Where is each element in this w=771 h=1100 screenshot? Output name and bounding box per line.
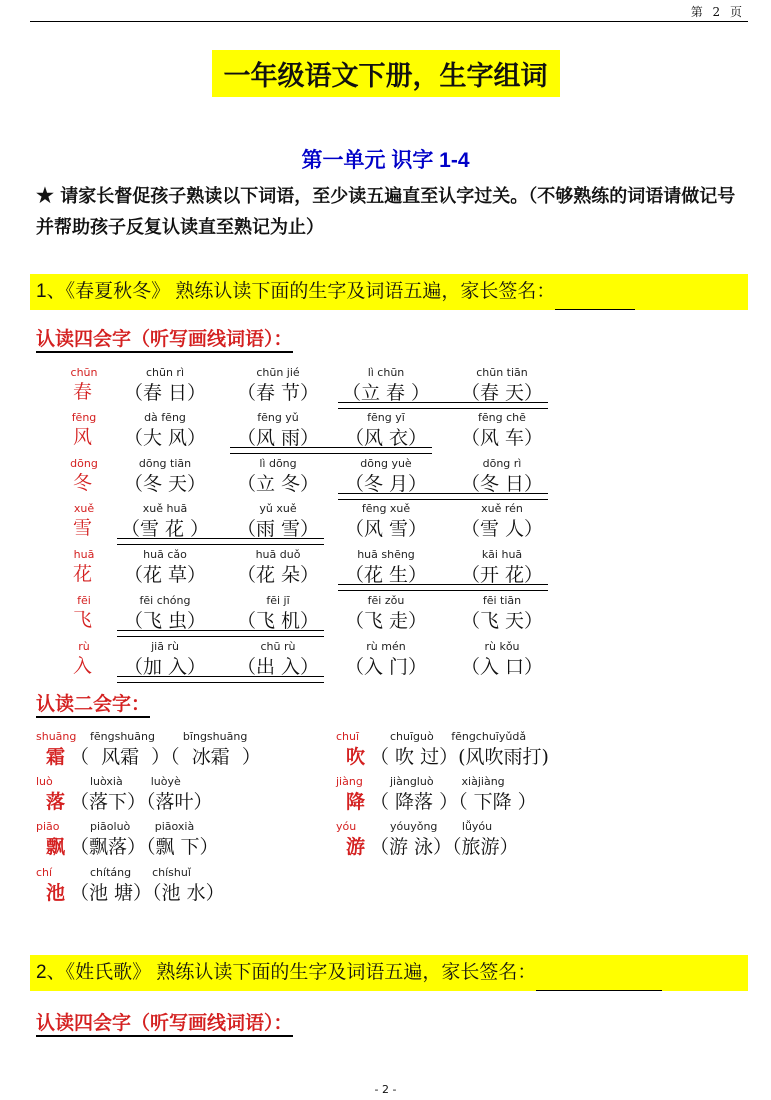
word-entry — [228, 548, 328, 592]
two-skill-char-pinyin: piāo — [36, 820, 60, 833]
char-row — [0, 548, 771, 594]
two-skill-word-pinyin: chuīguò fēngchuīyǔdǎ — [390, 730, 527, 743]
word-text: （冬 天） — [123, 473, 207, 495]
signature-line-2[interactable] — [536, 968, 662, 991]
two-skill-char-pinyin: chuī — [336, 730, 360, 743]
dictation-underline — [338, 402, 548, 409]
two-skill-entry — [36, 866, 326, 910]
char-pinyin: fēi — [77, 594, 91, 607]
char-pinyin: xuě — [73, 502, 95, 515]
word-text: （出 入） — [236, 656, 320, 678]
two-skill-char-glyph: 降 — [346, 791, 366, 813]
two-skill-word-pinyin: piāoluò piāoxià — [90, 820, 195, 833]
two-skill-char-glyph: 吹 — [346, 746, 366, 768]
char-pinyin: dōng — [70, 457, 98, 470]
instruction-note — [36, 180, 748, 243]
word-entry — [452, 640, 552, 684]
two-skill-char-glyph: 飘 — [46, 836, 66, 858]
word-entry — [452, 411, 552, 455]
two-skill-entry — [336, 820, 626, 864]
dictation-underline — [338, 584, 548, 591]
word-text: （冬 日） — [460, 473, 544, 495]
two-skill-word-pinyin: chítáng chíshuǐ — [90, 866, 191, 879]
word-entry — [336, 594, 436, 638]
word-text: （开 花） — [460, 564, 544, 586]
word-pinyin: fēi chóng — [139, 594, 191, 607]
two-skill-char-pinyin: luò — [36, 775, 53, 788]
section-2-label: 2、《姓氏歌》 熟练认读下面的生字及词语五遍，家长签名： — [36, 962, 537, 983]
dictation-underline — [117, 676, 324, 683]
section-2-subheading: 认读四会字（听写画线词语）： — [36, 1011, 293, 1037]
word-text: （雪 人） — [460, 518, 544, 540]
word-entry — [336, 640, 436, 684]
word-text: （花 朵） — [236, 564, 320, 586]
two-skill-entry — [336, 730, 626, 774]
two-skill-words: （飘落）（飘 下） — [70, 836, 219, 858]
word-text: （风 雨） — [236, 427, 320, 449]
word-pinyin: chūn tiān — [476, 366, 528, 379]
two-skill-char-pinyin: jiàng — [336, 775, 363, 788]
word-pinyin: lì chūn — [367, 366, 405, 379]
char-pinyin: rù — [78, 640, 90, 653]
word-text: （风 雪） — [344, 518, 428, 540]
char-glyph: 冬 — [73, 472, 93, 494]
unit-title: 第一单元 识字 1-4 — [301, 149, 470, 172]
word-pinyin: fēng yǔ — [257, 411, 299, 424]
two-skill-char-pinyin: shuāng — [36, 730, 77, 743]
word-text: （大 风） — [123, 427, 207, 449]
word-pinyin: jiā rù — [151, 640, 179, 653]
char-glyph: 入 — [73, 655, 93, 677]
word-pinyin: dà fēng — [144, 411, 186, 424]
word-pinyin: fēi jī — [266, 594, 290, 607]
word-pinyin: huā duǒ — [255, 548, 301, 561]
char-row — [0, 411, 771, 457]
page-title: 一年级语文下册，生字组词 — [212, 50, 560, 97]
word-text: （入 门） — [344, 656, 428, 678]
word-text: （春 日） — [123, 382, 207, 404]
word-text: （风 衣） — [344, 427, 428, 449]
char-glyph: 飞 — [73, 609, 93, 631]
dictation-underline — [230, 447, 432, 454]
dictation-underline — [117, 630, 324, 637]
word-pinyin: yǔ xuě — [259, 502, 297, 515]
char-row — [0, 457, 771, 503]
two-skill-words: （落下）（落叶） — [70, 791, 213, 813]
char-row — [0, 640, 771, 686]
two-skill-entry — [36, 730, 326, 774]
word-pinyin: kāi huā — [481, 548, 523, 561]
char-glyph: 风 — [73, 426, 93, 448]
word-text: （春 节） — [236, 382, 320, 404]
char-pinyin: chūn — [70, 366, 98, 379]
word-text: （飞 机） — [236, 610, 320, 632]
section-1-label: 1、《春夏秋冬》 熟练认读下面的生字及词语五遍，家长签名： — [36, 281, 556, 302]
word-pinyin: dōng tiān — [138, 457, 192, 470]
word-pinyin: chū rù — [260, 640, 296, 653]
word-pinyin: xuě huā — [142, 502, 188, 515]
word-pinyin: xuě rén — [481, 502, 523, 515]
word-entry — [115, 548, 215, 592]
header-rule — [30, 21, 748, 22]
dictation-underline — [117, 538, 324, 545]
note-text: 请家长督促孩子熟读以下词语，至少读五遍直至认字过关。（不够熟练的词语请做记号并帮助孩子反复认读直至熟记为止） — [36, 186, 736, 238]
two-skill-char-pinyin: chí — [36, 866, 53, 879]
page-header — [0, 0, 771, 24]
page-footer: - 2 - — [374, 1083, 397, 1096]
word-entry — [115, 411, 215, 455]
word-pinyin: chūn rì — [145, 366, 185, 379]
section-1-bar — [30, 274, 748, 310]
two-skill-char-glyph: 游 — [346, 836, 366, 858]
word-text: （立 冬） — [236, 473, 320, 495]
word-pinyin: huā cǎo — [143, 548, 187, 561]
two-skill-heading: 认读二会字： — [36, 692, 150, 718]
two-skill-words: （池 塘）（池 水） — [70, 882, 225, 904]
word-text: （冬 月） — [344, 473, 428, 495]
word-pinyin: rù kǒu — [484, 640, 520, 653]
word-entry — [228, 457, 328, 501]
word-text: （春 天） — [460, 382, 544, 404]
two-skill-word-pinyin: fēngshuāng bīngshuāng — [90, 730, 248, 743]
two-skill-words: （ 吹 过）(风吹雨打) — [370, 746, 549, 768]
char-row — [0, 366, 771, 412]
word-entry — [336, 502, 436, 546]
char-row — [0, 594, 771, 640]
word-pinyin: fēng yī — [367, 411, 405, 424]
char-glyph: 雪 — [73, 517, 93, 539]
word-pinyin: rù mén — [366, 640, 406, 653]
word-text: （飞 天） — [460, 610, 544, 632]
signature-line-1[interactable] — [555, 287, 635, 310]
word-pinyin: huā shēng — [357, 548, 415, 561]
two-skill-words: （ 风霜 ）（ 冰霜 ） — [70, 746, 261, 768]
char-row — [0, 502, 771, 548]
word-text: （花 生） — [344, 564, 428, 586]
two-skill-char-glyph: 池 — [46, 882, 66, 904]
char-pinyin: fēng — [71, 411, 97, 424]
word-pinyin: chūn jié — [256, 366, 300, 379]
two-skill-entry — [36, 820, 326, 864]
two-skill-char-glyph: 霜 — [46, 746, 66, 768]
dictation-underline — [338, 493, 548, 500]
two-skill-word-pinyin: jiàngluò xiàjiàng — [390, 775, 505, 788]
word-text: （风 车） — [460, 427, 544, 449]
word-text: （加 入） — [123, 656, 207, 678]
title-wrap — [0, 50, 771, 97]
word-text: （花 草） — [123, 564, 207, 586]
two-skill-entry — [336, 775, 626, 819]
word-text: （飞 虫） — [123, 610, 207, 632]
word-entry — [115, 457, 215, 501]
star-icon: ★ — [36, 183, 54, 207]
two-skill-word-pinyin: yóuyǒng lǚyóu — [390, 820, 493, 833]
word-text: （立 春 ） — [341, 382, 431, 404]
word-text: （雨 雪） — [236, 518, 320, 540]
section-2-bar — [30, 955, 748, 991]
page-number-label: 第 2 页 — [690, 5, 745, 19]
char-glyph: 春 — [73, 381, 93, 403]
word-text: （入 口） — [460, 656, 544, 678]
two-skill-words: （游 泳）（旅游） — [370, 836, 519, 858]
word-pinyin: fēng xuě — [361, 502, 411, 515]
word-pinyin: fēi tiān — [482, 594, 522, 607]
word-pinyin: fēi zǒu — [367, 594, 405, 607]
two-skill-entry — [36, 775, 326, 819]
word-pinyin: dōng yuè — [360, 457, 412, 470]
word-entry — [228, 366, 328, 410]
word-entry — [115, 366, 215, 410]
char-glyph: 花 — [73, 563, 93, 585]
char-pinyin: huā — [73, 548, 95, 561]
word-entry — [452, 594, 552, 638]
word-entry — [452, 502, 552, 546]
two-skill-word-pinyin: luòxià luòyè — [90, 775, 181, 788]
word-pinyin: fēng chē — [478, 411, 526, 424]
word-text: （雪 花 ） — [120, 518, 210, 540]
section-1-subheading: 认读四会字（听写画线词语）： — [36, 327, 293, 353]
two-skill-char-pinyin: yóu — [336, 820, 357, 833]
word-pinyin: dōng rì — [482, 457, 522, 470]
word-text: （飞 走） — [344, 610, 428, 632]
word-pinyin: lì dōng — [259, 457, 297, 470]
two-skill-words: （ 降落 ）（ 下降 ） — [370, 791, 537, 813]
two-skill-char-glyph: 落 — [46, 791, 66, 813]
